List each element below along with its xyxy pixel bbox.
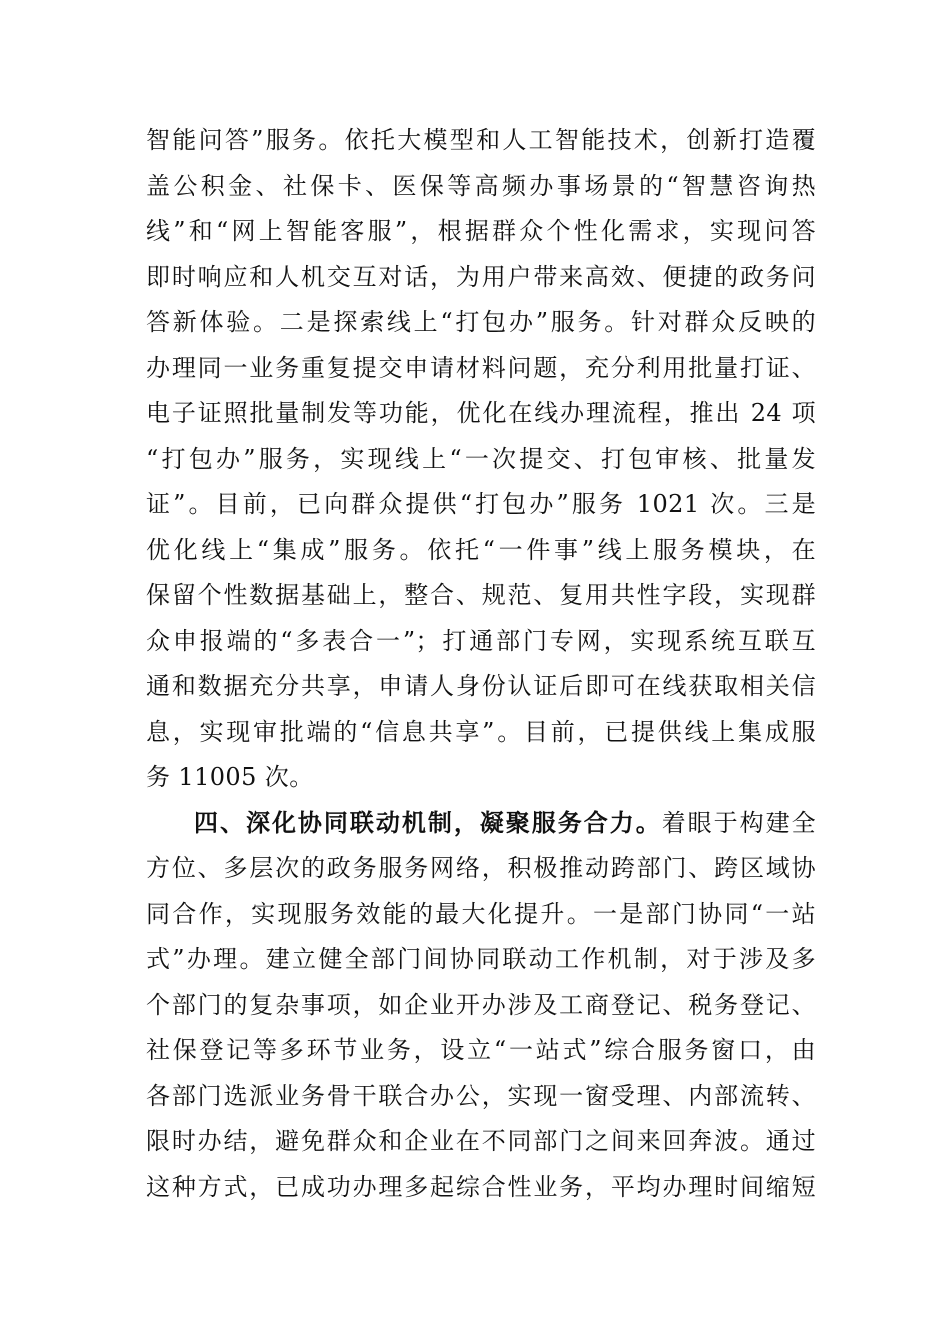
text-line: 限时办结，避免群众和企业在不同部门之间来回奔波。通过 [146, 1127, 816, 1155]
document-body [146, 118, 816, 1210]
text-fragment: 着眼于构建全 [661, 808, 816, 837]
text-line: 个部门的复杂事项，如企业开办涉及工商登记、税务登记、 [146, 990, 816, 1019]
text-line: 证”。目前，已向群众提供“打包办”服务 1021 次。三是 [146, 490, 816, 518]
paragraph-1 [146, 118, 816, 801]
text-line: 保留个性数据基础上，整合、规范、复用共性字段，实现群 [146, 581, 816, 609]
text-line: 办理同一业务重复提交申请材料问题，充分利用批量打证、 [146, 353, 816, 382]
text-line: 即时响应和人机交互对话，为用户带来高效、便捷的政务问 [146, 262, 816, 291]
text-line: 务 11005 次。 [146, 763, 314, 791]
text-line: 方位、多层次的政务服务网络，积极推动跨部门、跨区域协 [146, 854, 816, 882]
text-line: 社保登记等多环节业务，设立“一站式”综合服务窗口，由 [146, 1036, 816, 1064]
text-line: 同合作，实现服务效能的最大化提升。一是部门协同“一站 [146, 899, 816, 928]
text-line: 各部门选派业务骨干联合办公，实现一窗受理、内部流转、 [146, 1081, 816, 1110]
text-line: 电子证照批量制发等功能，优化在线办理流程，推出 24 项 [146, 399, 816, 427]
paragraph-first-line [146, 801, 816, 847]
text-line: 式”办理。建立健全部门间协同联动工作机制，对于涉及多 [146, 945, 816, 973]
text-line: 答新体验。二是探索线上“打包办”服务。针对群众反映的 [146, 308, 816, 336]
text-line: 这种方式，已成功办理多起综合性业务，平均办理时间缩短 [146, 1172, 816, 1201]
section-heading: 四、深化协同联动机制，凝聚服务合力。 [194, 808, 662, 837]
text-line: 线”和“网上智能客服”，根据群众个性化需求，实现问答 [146, 217, 816, 245]
text-line: 优化线上“集成”服务。依托“一件事”线上服务模块，在 [146, 535, 816, 564]
text-line: 盖公积金、社保卡、医保等高频办事场景的“智慧咨询热 [146, 171, 816, 200]
text-line: “打包办”服务，实现线上“一次提交、打包审核、批量发 [146, 444, 816, 473]
text-line: 众申报端的“多表合一”；打通部门专网，实现系统互联互 [146, 626, 816, 655]
text-line: 息，实现审批端的“信息共享”。目前，已提供线上集成服 [146, 717, 816, 746]
text-line: 智能问答”服务。依托大模型和人工智能技术，创新打造覆 [146, 126, 816, 154]
paragraph-2 [146, 801, 816, 1211]
text-line: 通和数据充分共享，申请人身份认证后即可在线获取相关信 [146, 672, 816, 700]
